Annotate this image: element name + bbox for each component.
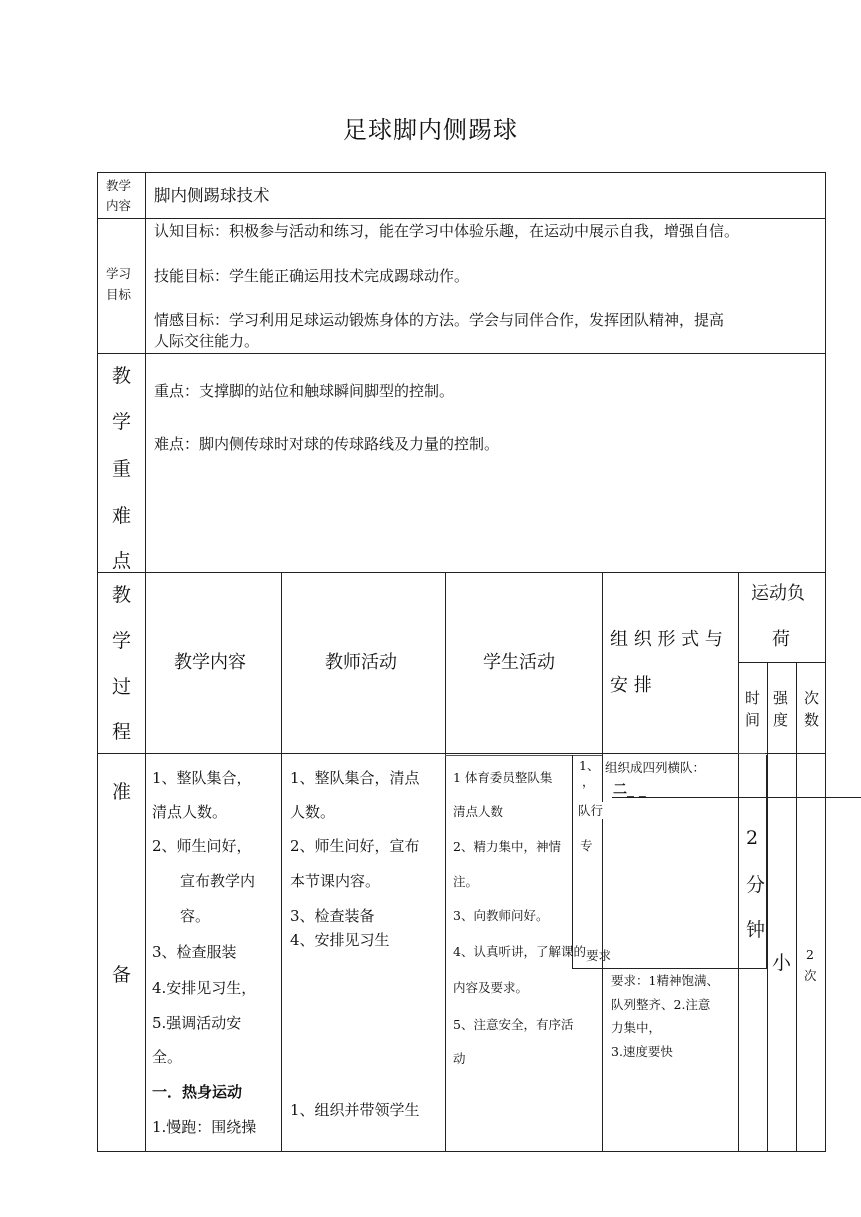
prep-student-line: 清点人数 [453, 804, 504, 819]
prep-content-line: 全。 [152, 1048, 183, 1066]
prep-content-line: 4.安排见习生， [152, 979, 257, 997]
prep-student-line: 2、精力集中，神情 [453, 839, 561, 854]
process-label-4: 程 [112, 721, 132, 743]
content-label-2: 内容 [106, 198, 132, 213]
org-requirement: 3.速度要快 [611, 1044, 673, 1059]
overlay-text: 专 [580, 838, 593, 853]
org-formation-mark: 二_ _ [613, 782, 646, 798]
col-header-count-2: 数 [804, 711, 820, 729]
col-header-intensity-2: 度 [773, 711, 789, 729]
difficulty-point: 难点：脚内侧传球时对球的传球路线及力量的控制。 [154, 435, 500, 453]
goal-emotion: 情感目标：学习利用足球运动锻炼身体的方法。学会与同伴合作，发挥团队精神，提高 [154, 311, 725, 329]
overlay-text: 要求 [586, 948, 612, 963]
overlay-text: 队行 [578, 803, 604, 818]
col-header-time-2: 间 [745, 711, 761, 729]
process-label-2: 学 [112, 630, 132, 652]
prep-student-line: 4、认真听讲，了解课的 [453, 944, 586, 959]
prep-teacher-line: 1、组织并带领学生 [290, 1101, 420, 1119]
prep-teacher-line: 3、检查装备 [290, 907, 375, 925]
prep-student-line: 注。 [453, 874, 479, 889]
prep-content-line: 3、检查服装 [152, 943, 237, 961]
col-header-org-cont: 安 排 [610, 675, 652, 696]
prep-content-line: 1、整队集合， [152, 769, 252, 787]
col-header-load: 运动负 [751, 583, 805, 604]
col-header-load-cont: 荷 [772, 629, 790, 650]
content-label-1: 教学 [106, 178, 132, 193]
key-point: 重点：支撑脚的站位和触球瞬间脚型的控制。 [154, 382, 455, 400]
prep-content-line: 1.慢跑：围绕操 [152, 1118, 257, 1136]
key-label-5: 点 [112, 550, 132, 572]
key-label-3: 重 [112, 458, 132, 480]
prep-student-line: 5、注意安全，有序活 [453, 1017, 574, 1032]
col-header-student: 学生活动 [483, 652, 555, 673]
goals-label-1: 学习 [106, 266, 132, 281]
col-header-content: 教学内容 [174, 652, 246, 673]
prep-teacher-line: 2、师生问好，宣布 [290, 837, 420, 855]
col-header-intensity-1: 强 [773, 689, 789, 707]
prep-intensity: 小 [772, 952, 792, 974]
org-requirement: 力集中， [611, 1020, 662, 1035]
prep-teacher-line: 1、整队集合，清点 [290, 769, 420, 787]
prep-student-line: 内容及要求。 [453, 980, 529, 995]
goal-skill: 技能目标：学生能正确运用技术完成踢球动作。 [154, 267, 470, 285]
prep-content-line: 容。 [180, 907, 211, 925]
prep-student-line: 1 体育委员整队集 [453, 770, 553, 785]
warmup-heading: 一．热身运动 [152, 1083, 243, 1101]
key-label-2: 学 [112, 411, 132, 433]
col-header-org: 组 织 形 式 与 [610, 629, 723, 650]
prep-time-unit: 钟 [746, 919, 766, 941]
col-header-time-1: 时 [745, 689, 761, 707]
prep-teacher-line: 本节课内容。 [290, 872, 381, 890]
org-formation: 组织成四列横队： [605, 760, 706, 775]
goal-cognitive: 认知目标：积极参与活动和练习，能在学习中体验乐趣，在运动中展示自我，增强自信。 [154, 222, 740, 240]
prep-count-value: 2 [806, 947, 814, 962]
goal-emotion-cont: 人际交往能力。 [154, 332, 260, 350]
prep-time-unit: 分 [746, 874, 766, 896]
prep-student-line: 动 [453, 1051, 466, 1066]
col-header-count-1: 次 [804, 689, 820, 707]
content-value: 脚内侧踢球技术 [154, 186, 270, 205]
prep-student-line: 3、向教师问好。 [453, 908, 549, 923]
key-label-1: 教 [112, 365, 132, 387]
prep-content-line: 5.强调活动安 [152, 1014, 242, 1032]
goals-label-2: 目标 [106, 287, 132, 302]
prep-content-line: 清点人数。 [152, 803, 228, 821]
overlay-text: 1、 [579, 758, 600, 773]
org-requirement: 要求：1精神饱满、 [611, 973, 719, 988]
prep-teacher-line: 人数。 [290, 803, 336, 821]
process-label-3: 过 [112, 676, 132, 698]
prep-time-value: 2 [746, 827, 759, 849]
prep-label-top: 准 [112, 781, 132, 803]
key-label-4: 难 [112, 505, 132, 527]
page-title: 足球脚内侧踢球 [343, 116, 518, 144]
overlay-text: ， [582, 774, 595, 789]
prep-content-line: 宣布教学内 [180, 872, 256, 890]
prep-content-line: 2、师生问好， [152, 837, 252, 855]
prep-count-unit: 次 [804, 968, 817, 983]
prep-label-bottom: 备 [112, 964, 132, 986]
prep-teacher-line: 4、安排见习生 [290, 931, 390, 949]
col-header-teacher: 教师活动 [325, 652, 397, 673]
org-requirement: 队列整齐、2.注意 [611, 997, 711, 1012]
process-label-1: 教 [112, 584, 132, 606]
